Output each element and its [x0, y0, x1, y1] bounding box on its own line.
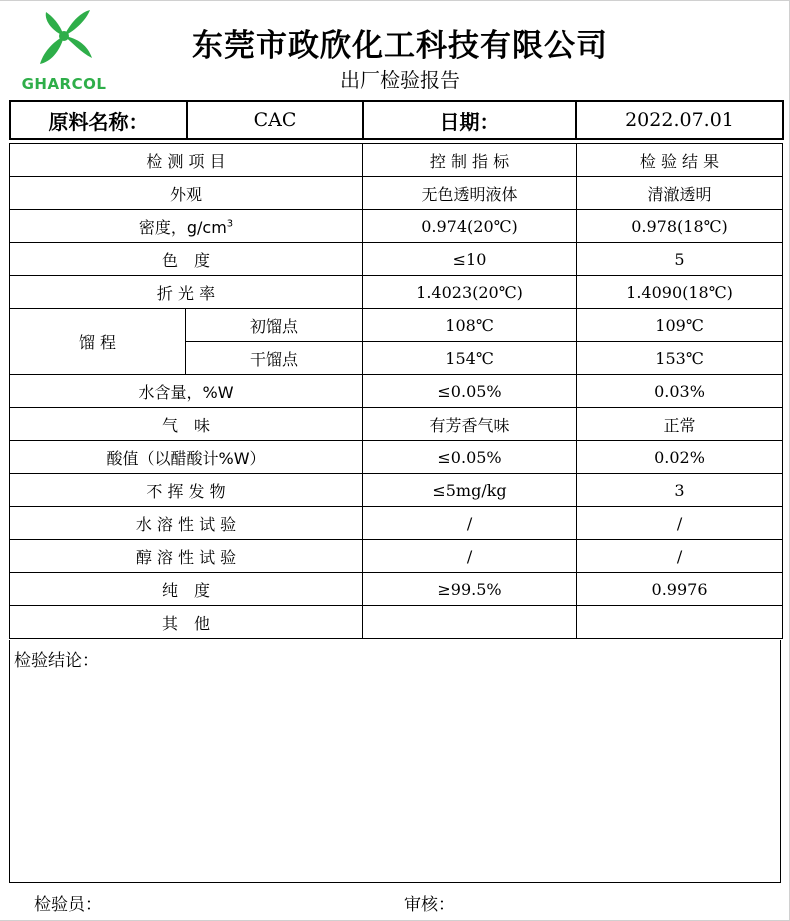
conclusion-box	[9, 640, 781, 883]
result-dry-point: 153℃	[577, 342, 783, 375]
result-water-solubility: /	[577, 507, 783, 540]
table-row	[10, 243, 783, 276]
company-name: 东莞市政欣化工科技有限公司	[192, 28, 608, 64]
spec-density: 0.974(20℃)	[363, 210, 577, 243]
material-name-label: 原料名称：	[10, 101, 187, 139]
spec-odor: 有芳香气味	[363, 408, 577, 441]
result-odor: 正常	[577, 408, 783, 441]
subitem-initial-boiling: 初馏点	[186, 309, 363, 342]
density-label: 密度，g/cm	[138, 217, 227, 237]
item-odor: 气 味	[10, 408, 363, 441]
green-leaf-logo-icon	[30, 6, 98, 72]
item-refractive-index: 折 光 率	[10, 276, 363, 309]
table-row	[10, 375, 783, 408]
result-non-volatile: 3	[577, 474, 783, 507]
item-color: 色 度	[10, 243, 363, 276]
result-purity: 0.9976	[577, 573, 783, 606]
table-row	[10, 573, 783, 606]
material-name-value: CAC	[187, 101, 363, 139]
item-non-volatile: 不 挥 发 物	[10, 474, 363, 507]
conclusion-label: 检验结论：	[14, 651, 99, 671]
item-water-content: 水含量，%W	[10, 375, 363, 408]
page-border-top	[0, 0, 790, 1]
item-alcohol-solubility: 醇 溶 性 试 验	[10, 540, 363, 573]
spec-color: ≤10	[363, 243, 577, 276]
logo-text: GHARCOL	[21, 75, 107, 93]
table-row	[10, 540, 783, 573]
table-row	[10, 474, 783, 507]
table-row	[10, 210, 783, 243]
subitem-dry-point: 干馏点	[186, 342, 363, 375]
item-density	[10, 210, 363, 243]
spec-dry-point: 154℃	[363, 342, 577, 375]
table-row	[10, 309, 783, 342]
spec-water-solubility: /	[363, 507, 577, 540]
result-color: 5	[577, 243, 783, 276]
table-row	[10, 507, 783, 540]
result-density: 0.978(18℃)	[577, 210, 783, 243]
table-row	[10, 177, 783, 210]
table-row	[10, 408, 783, 441]
date-label: 日期：	[363, 101, 576, 139]
spec-acid-value: ≤0.05%	[363, 441, 577, 474]
item-other: 其 他	[10, 606, 363, 639]
spec-initial-boiling: 108℃	[363, 309, 577, 342]
item-acid-value: 酸值（以醋酸计%W）	[10, 441, 363, 474]
table-header-row	[10, 144, 783, 177]
result-refractive-index: 1.4090(18℃)	[577, 276, 783, 309]
spec-refractive-index: 1.4023(20℃)	[363, 276, 577, 309]
item-purity: 纯 度	[10, 573, 363, 606]
spec-appearance: 无色透明液体	[363, 177, 577, 210]
item-water-solubility: 水 溶 性 试 验	[10, 507, 363, 540]
company-logo	[16, 6, 112, 94]
result-initial-boiling: 109℃	[577, 309, 783, 342]
table-row	[10, 441, 783, 474]
result-acid-value: 0.02%	[577, 441, 783, 474]
item-distillation: 馏 程	[10, 309, 186, 375]
result-other	[577, 606, 783, 639]
document-title: 出厂检验报告	[340, 68, 460, 92]
table-row	[10, 276, 783, 309]
column-header-spec: 控 制 指 标	[363, 144, 577, 177]
inspection-table	[9, 143, 783, 639]
column-header-item: 检 测 项 目	[10, 144, 363, 177]
result-alcohol-solubility: /	[577, 540, 783, 573]
spec-non-volatile: ≤5mg/kg	[363, 474, 577, 507]
spec-alcohol-solubility: /	[363, 540, 577, 573]
density-unit-superscript: 3	[226, 218, 234, 230]
reviewer-signature-label: 审核：	[404, 895, 455, 915]
result-appearance: 清澈透明	[577, 177, 783, 210]
spec-water-content: ≤0.05%	[363, 375, 577, 408]
spec-purity: ≥99.5%	[363, 573, 577, 606]
table-row	[10, 606, 783, 639]
column-header-result: 检 验 结 果	[577, 144, 783, 177]
inspector-signature-label: 检验员：	[34, 895, 102, 915]
report-header-table	[9, 100, 784, 140]
spec-other	[363, 606, 577, 639]
result-water-content: 0.03%	[577, 375, 783, 408]
item-appearance: 外观	[10, 177, 363, 210]
date-value: 2022.07.01	[576, 101, 783, 139]
